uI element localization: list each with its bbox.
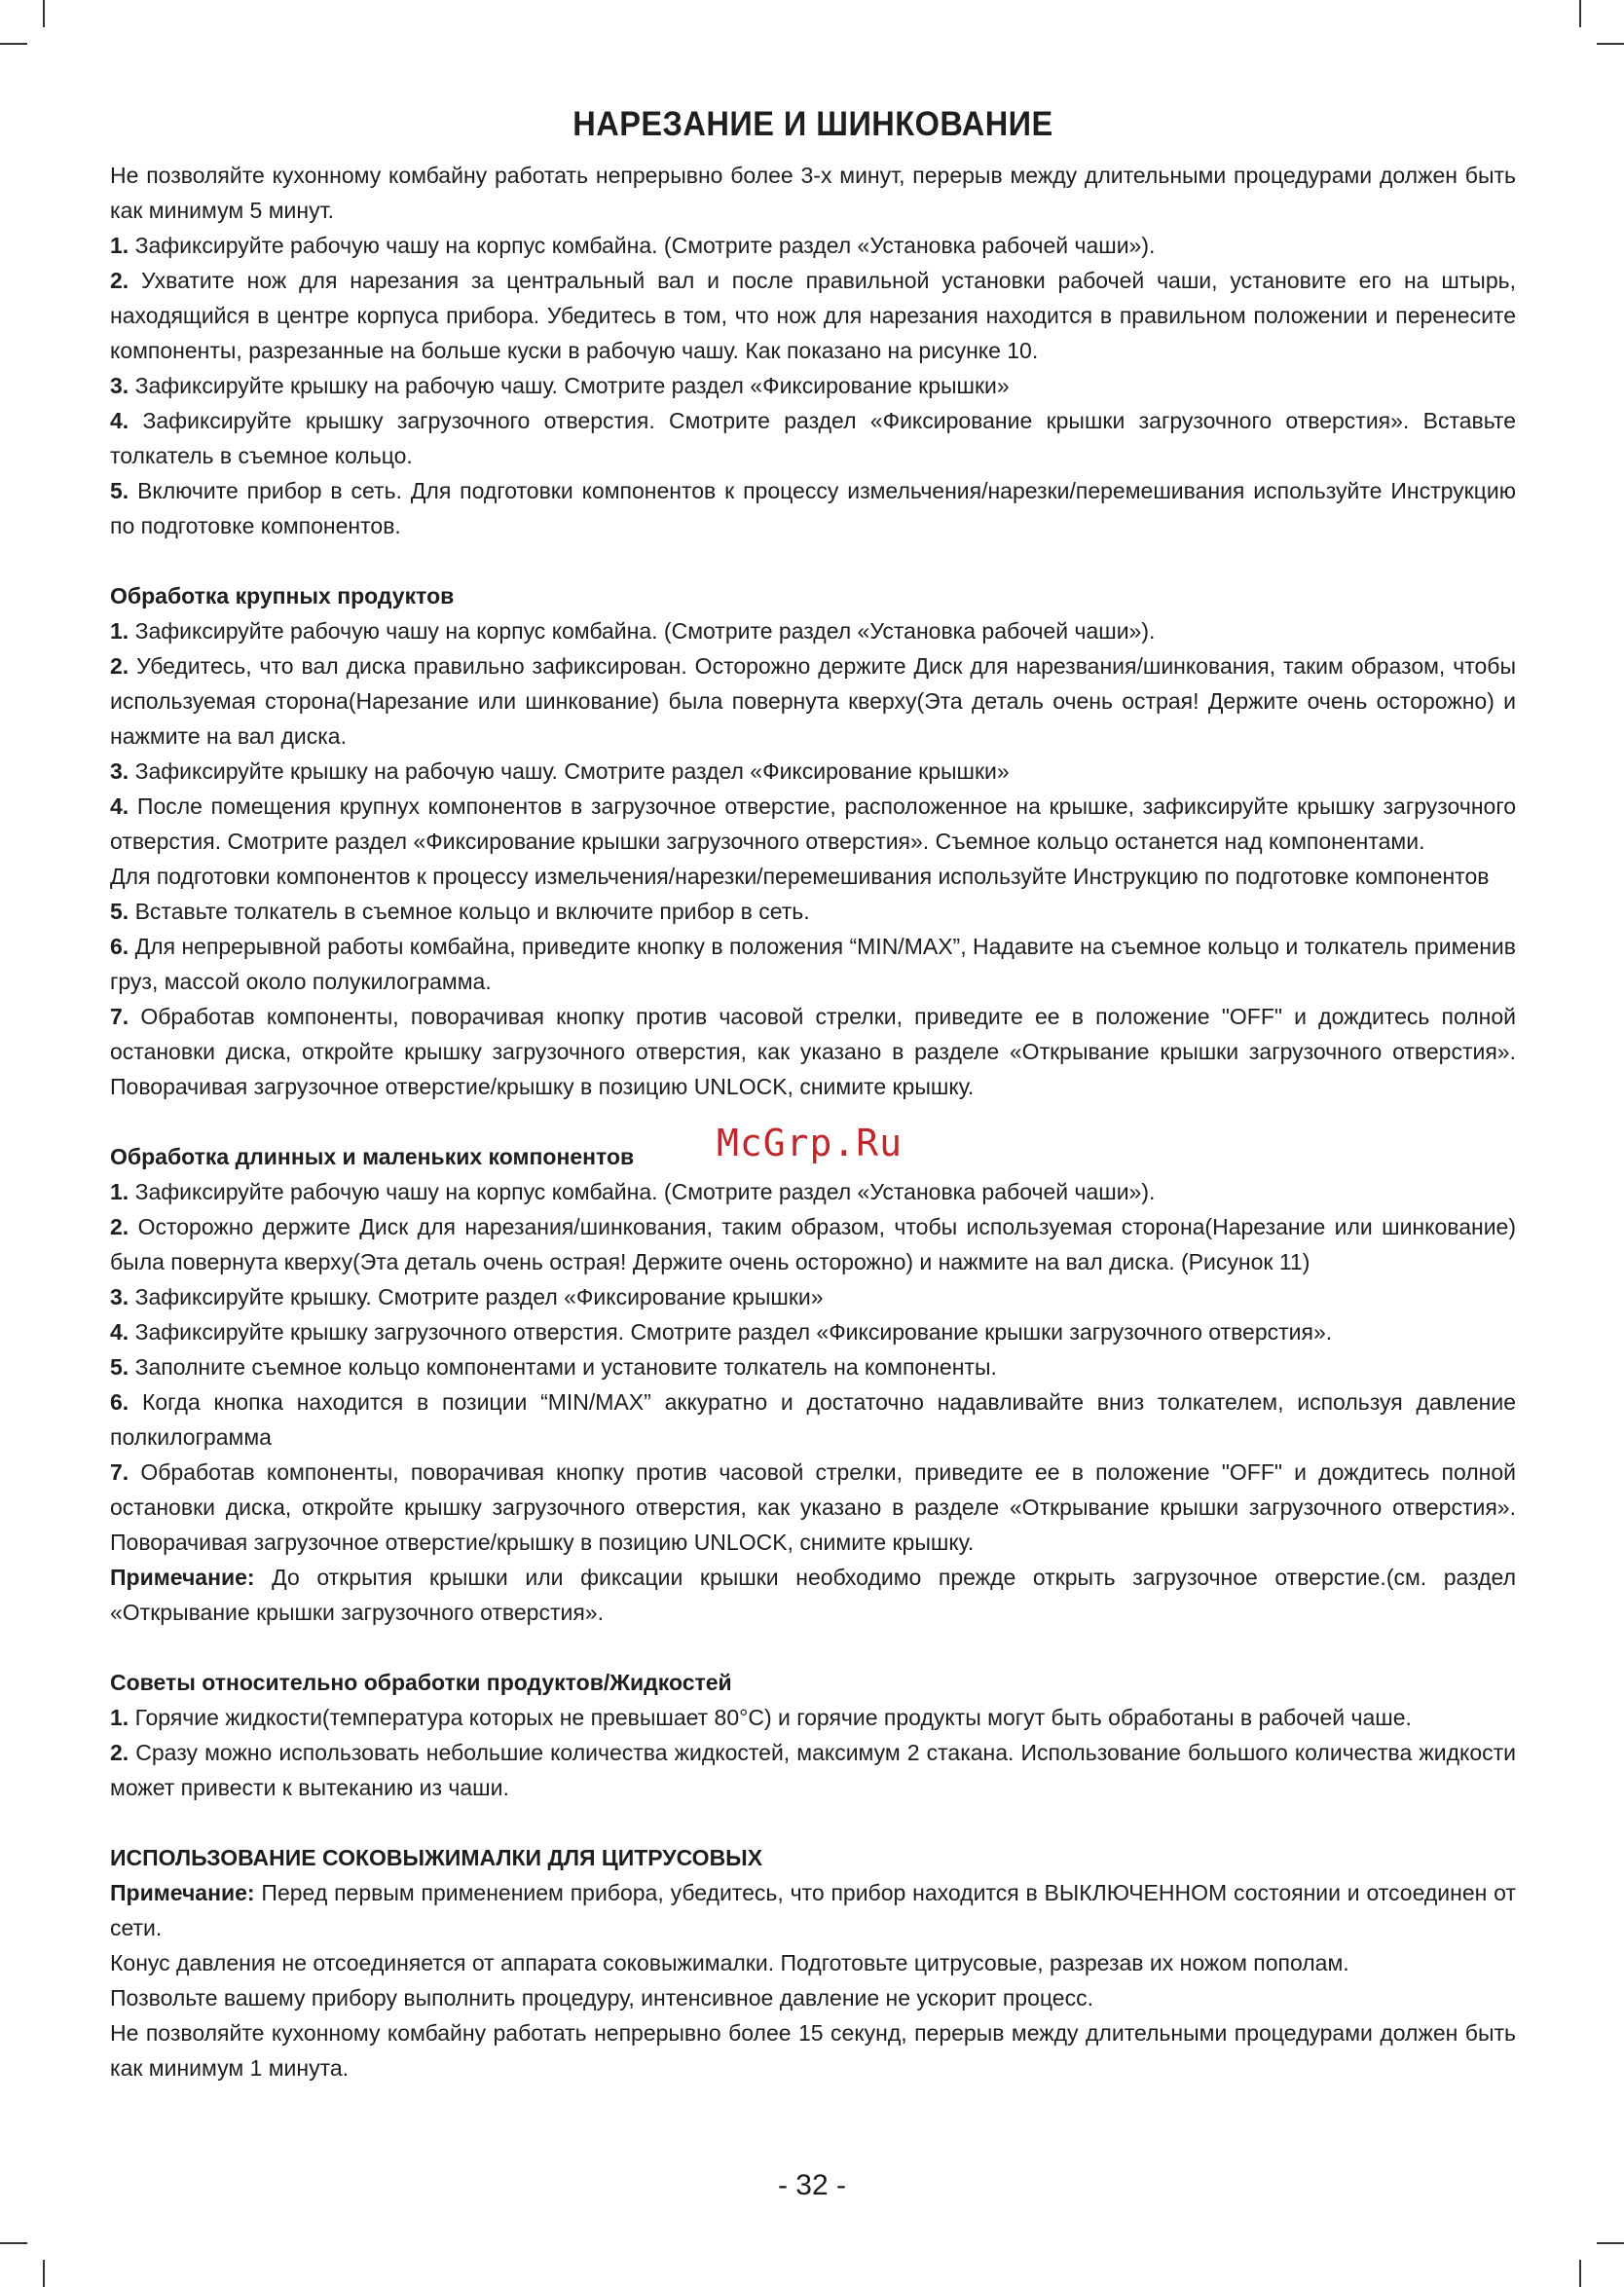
step-number: 3. bbox=[110, 373, 129, 398]
large-step-4: 4. После помещения крупнух компонентов в загрузочное отверстие, расположенное на крышке, зафиксируйте крышку загрузочного отверстия. Смотрите раздел «Фиксирование крышки загрузочного отверстия». Съемное кольцо останется над компонентами. bbox=[110, 793, 1516, 854]
main-step-4 bbox=[110, 403, 1516, 473]
section-heading-long: Обработка длинных и маленьких компонентов bbox=[110, 1144, 635, 1169]
crop-mark-bottom-right-h bbox=[1597, 2242, 1624, 2244]
citrus-paragraph-2: Позвольте вашему прибору выполнить процедуру, интенсивное давление не ускорит процесс. bbox=[110, 1985, 1093, 2010]
step-text: Зафиксируйте крышку загрузочного отверстия. Смотрите раздел «Фиксирование крышки загрузочного отверстия». Вставьте толкатель в съемное кольцо. bbox=[110, 408, 1516, 468]
crop-mark-bottom-left-h bbox=[0, 2242, 27, 2244]
tips-step-2: 2. Сразу можно использовать небольшие количества жидкостей, максимум 2 стакана. Использование большого количества жидкости может привести к вытеканию из чаши. bbox=[110, 1740, 1516, 1800]
long-step-5: 5. Заполните съемное кольцо компонентами и установите толкатель на компоненты. bbox=[110, 1354, 997, 1380]
large-step-3: 3. Зафиксируйте крышку на рабочую чашу. Смотрите раздел «Фиксирование крышки» bbox=[110, 758, 1010, 784]
crop-mark-bottom-right bbox=[1579, 2260, 1581, 2287]
step-number: 1. bbox=[110, 233, 129, 258]
long-step-7: 7. Обработав компоненты, поворачивая кнопку против часовой стрелки, приведите ее в положение "OFF" и дождитесь полной остановки диска, откройте крышку загрузочного отверстия, как указано в разделе «Открывание крышки загрузочного отверстия». Поворачивая загрузочное отверстие/крышку в позицию UNLOCK, снимите крышку. bbox=[110, 1459, 1516, 1555]
watermark: McGrp.Ru bbox=[717, 1122, 904, 1164]
intro-paragraph: Не позволяйте кухонному комбайну работать непрерывно более 3-х минут, перерыв между длительными процедурами должен быть как минимум 5 минут. bbox=[110, 163, 1516, 223]
main-step-5 bbox=[110, 473, 1516, 543]
step-text: Зафиксируйте крышку на рабочую чашу. Смотрите раздел «Фиксирование крышки» bbox=[129, 373, 1010, 398]
crop-mark-top-right bbox=[1579, 0, 1581, 27]
page-title: НАРЕЗАНИЕ И ШИНКОВАНИЕ bbox=[572, 105, 1053, 143]
step-number: 2. bbox=[110, 268, 129, 293]
long-note: Примечание: До открытия крышки или фиксации крышки необходимо прежде открыть загрузочное отверстие.(см. раздел «Открывание крышки загрузочного отверстия». bbox=[110, 1565, 1516, 1625]
long-step-3: 3. Зафиксируйте крышку. Смотрите раздел «Фиксирование крышки» bbox=[110, 1284, 824, 1309]
large-step-5: 5. Вставьте толкатель в съемное кольцо и включите прибор в сеть. bbox=[110, 899, 810, 924]
main-step-2 bbox=[110, 263, 1516, 368]
step-text: Зафиксируйте рабочую чашу на корпус комбайна. (Смотрите раздел «Установка рабочей чаши»). bbox=[129, 233, 1156, 258]
step-text: Ухватите нож для нарезания за центральный вал и после правильной установки рабочей чаши, установите его на штырь, находящийся в центре корпуса прибора. Убедитесь в том, что нож для нарезания находится в правильном положении и перенесите компоненты, разрезанные на больше куски в рабочую чашу. Как показано на рисунке 10. bbox=[110, 268, 1516, 363]
step-text: Включите прибор в сеть. Для подготовки компонентов к процессу измельчения/нарезки/перемешивания используйте Инструкцию по подготовке компонентов. bbox=[110, 478, 1516, 538]
large-step-1: 1. Зафиксируйте рабочую чашу на корпус комбайна. (Смотрите раздел «Установка рабочей чаши»). bbox=[110, 618, 1156, 644]
document-page bbox=[110, 105, 1516, 2085]
crop-mark-bottom-left bbox=[43, 2260, 45, 2287]
page-number: - 32 - bbox=[777, 2169, 847, 2201]
citrus-paragraph-3: Не позволяйте кухонному комбайну работать непрерывно более 15 секунд, перерыв между длительными процедурами должен быть как минимум 1 минута. bbox=[110, 2020, 1516, 2081]
citrus-note: Примечание: Перед первым применением прибора, убедитесь, что прибор находится в ВЫКЛЮЧЕННОМ состоянии и отсоединен от сети. bbox=[110, 1880, 1516, 1940]
main-steps bbox=[110, 228, 1516, 543]
large-step-7: 7. Обработав компоненты, поворачивая кнопку против часовой стрелки, приведите ее в положение "OFF" и дождитесь полной остановки диска, откройте крышку загрузочного отверстия, как указано в разделе «Открывание крышки загрузочного отверстия». Поворачивая загрузочное отверстие/крышку в позицию UNLOCK, снимите крышку. bbox=[110, 1004, 1516, 1099]
section-heading-citrus: ИСПОЛЬЗОВАНИЕ СОКОВЫЖИМАЛКИ ДЛЯ ЦИТРУСОВЫХ bbox=[110, 1845, 763, 1870]
crop-mark-top-right-h bbox=[1597, 43, 1624, 45]
crop-mark-top-left bbox=[43, 0, 45, 27]
long-step-2: 2. Осторожно держите Диск для нарезания/шинкования, таким образом, чтобы используемая сторона(Нарезание или шинкование) была повернута кверху(Эта деталь очень острая! Держите очень осторожно) и нажмите на вал диска. (Рисунок 11) bbox=[110, 1214, 1516, 1274]
main-step-3 bbox=[110, 368, 1516, 403]
tips-step-1: 1. Горячие жидкости(температура которых не превышает 80°C) и горячие продукты могут быть обработаны в рабочей чаше. bbox=[110, 1705, 1412, 1730]
large-plain-text: Для подготовки компонентов к процессу измельчения/нарезки/перемешивания используйте Инструкцию по подготовке компонентов bbox=[110, 864, 1490, 889]
citrus-paragraph-1: Конус давления не отсоединяется от аппарата соковыжималки. Подготовьте цитрусовые, разрезав их ножом пополам. bbox=[110, 1950, 1349, 1975]
step-number: 5. bbox=[110, 478, 129, 503]
long-step-1: 1. Зафиксируйте рабочую чашу на корпус комбайна. (Смотрите раздел «Установка рабочей чаши»). bbox=[110, 1179, 1156, 1204]
large-step-2: 2. Убедитесь, что вал диска правильно зафиксирован. Осторожно держите Диск для нарезвания/шинкования, таким образом, чтобы используемая сторона(Нарезание или шинкование) была повернута кверху(Эта деталь очень острая! Держите очень осторожно) и нажмите на вал диска. bbox=[110, 653, 1516, 749]
long-step-6: 6. Когда кнопка находится в позиции “MIN/MAX” аккуратно и достаточно надавливайте вниз толкателем, используя давление полкилограмма bbox=[110, 1389, 1516, 1450]
section-heading-tips: Советы относительно обработки продуктов/Жидкостей bbox=[110, 1670, 732, 1695]
long-step-4: 4. Зафиксируйте крышку загрузочного отверстия. Смотрите раздел «Фиксирование крышки загрузочного отверстия». bbox=[110, 1319, 1333, 1345]
crop-mark-top-left-h bbox=[0, 43, 27, 45]
large-step-6: 6. Для непрерывной работы комбайна, приведите кнопку в положения “MIN/MAX”, Надавите на съемное кольцо и толкатель применив груз, массой около полукилограмма. bbox=[110, 934, 1516, 994]
main-step-1 bbox=[110, 228, 1516, 263]
section-heading-large: Обработка крупных продуктов bbox=[110, 583, 455, 609]
step-number: 4. bbox=[110, 408, 129, 433]
